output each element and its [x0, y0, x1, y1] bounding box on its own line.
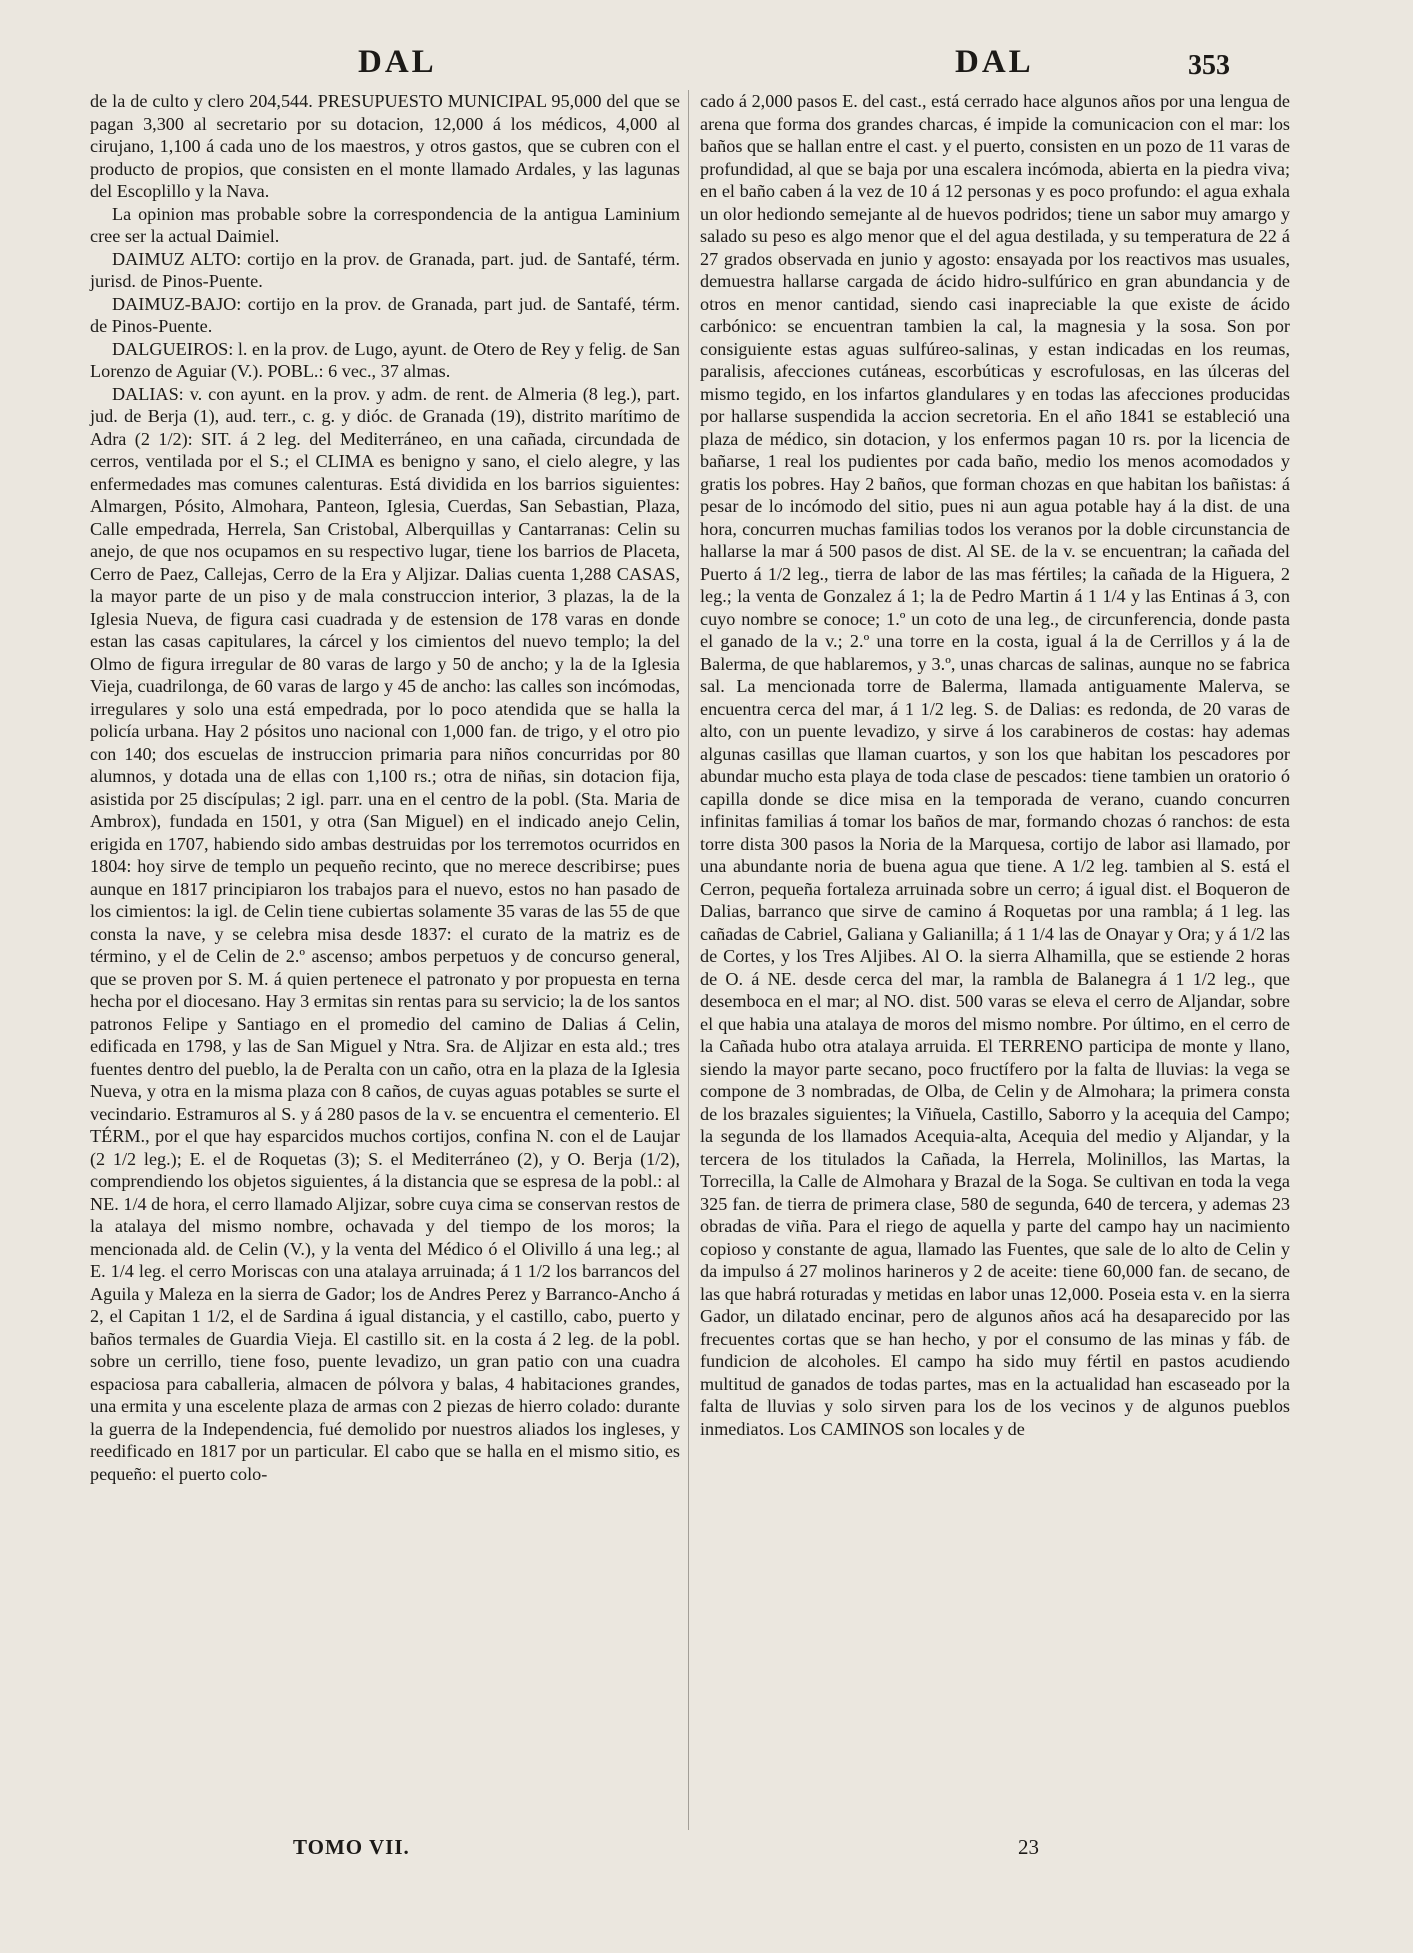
running-head-right: DAL — [955, 44, 1034, 80]
column-divider — [688, 90, 689, 1830]
signature-mark: 23 — [1018, 1835, 1039, 1859]
entry-daimuz-bajo: DAIMUZ-BAJO: cortijo en la prov. de Granada, part jud. de Santafé, térm. de Pinos-Puente. — [90, 293, 680, 336]
paragraph: cado á 2,000 pasos E. del cast., está cerrado hace algunos años por una lengua de arena que forma dos grandes charcas, é impide la comunicacion con el mar: los baños que se hallan entre el cast. y el puerto, consisten en un pozo de 11 varas de profundidad, al que se baja por una escalera incómoda, abierta en la piedra viva; en el baño caben á la vez de 10 á 12 personas y es poco profundo: el agua exhala un olor hediondo semejante al de huevos podridos; tiene un sabor muy amargo y salado su peso es algo menor que el del agua destilada, y su temperatura de 22 á 27 grados observada en junio y agosto: ensayada por los reactivos mas usuales, demuestra hallarse cargada de ácido hidro-sulfúrico en gran abundancia y de otros en menor cantidad, siendo casi inapreciable la que existe de ácido carbónico: se encuentran tambien la cal, la magnesia y la sosa. Son por consiguiente estas aguas sulfúreo-salinas, y estan indicadas en los reumas, paralisis, afecciones cutáneas, escorbúticas y escrofulosas, en las úlceras del mismo tegido, en los infartos glandulares y en todas las afecciones producidas por hallarse suspendida la accion secretoria. En el año 1841 se estableció una plaza de médico, sin dotacion, y los enfermos pagan 10 rs. por la licencia de bañarse, 1 real los pudientes por cada baño, medio los menos acomodados y gratis los pobres. Hay 2 baños, que forman chozas en que habitan los bañistas: á pesar de lo incómodo del sitio, pues ni aun agua potable hay á la dist. de una hora, concurren muchas familias todos los veranos por la doble circunstancia de hallarse la mar á 500 pasos de dist. Al SE. de la v. se encuentran; la cañada del Puerto á 1/2 leg., tierra de labor de las mas fértiles; la cañada de la Higuera, 2 leg.; la venta de Gonzalez á 1; la de Pedro Martin á 1 1/4 y las Entinas á 3, con cuyo nombre se conoce; 1.º un coto de una leg., de circunferencia, donde pasta el ganado de la v.; 2.º una torre en la costa, igual á la de Cerrillos y á la de Balerma, de que hablaremos, y 3.º, unas charcas de salinas, aunque no se fabrica sal. La mencionada torre de Balerma, llamada antiguamente Malerva, se encuentra cerca del mar, á 1 1/2 leg. S. de Dalias: es redonda, de 20 varas de alto, con un puente levadizo, y sirve á los carabineros de costas: hay ademas algunas casillas que llaman cuartos, y son los que habitan los pescadores por abundar mucho esta playa de toda clase de pescados: tiene tambien un oratorio ó capilla donde se dice misa en la temporada de verano, cuando concurren infinitas familias á tomar los baños de mar, formando chozas ó ranchos: de esta torre dista 300 pasos la Noria de la Marquesa, cortijo de labor asi llamado, por una abundante noria de buena agua que tiene. A 1/2 leg. tambien al S. está el Cerron, pequeña fortaleza arruinada sobre un cerro; á igual dist. el Boqueron de Dalias, barranco que sirve de camino á Roquetas por una rambla; á 1 leg. las cañadas de Cabriel, Galiana y Galianilla; á 1 1/4 las de Onayar y Ora; y á 1/2 las de Cortes, y los Tres Aljibes. Al O. la sierra Alhamilla, que se estiende 2 horas de O. á NE. desde cerca del mar, la rambla de Balanegra á 1 1/2 leg., que desemboca en el mar; al NO. dist. 500 varas se eleva el cerro de Aljandar, sobre el que habia una atalaya de moros del mismo nombre. Por último, en el cerro de la Cañada hubo otra atalaya arruida. El TERRENO participa de monte y llano, siendo la mayor parte secano, poco fructífero por la falta de lluvias: la vega se compone de 3 nombradas, de Olba, de Celin y de Almohara; la primera consta de los brazales siguientes; la Viñuela, Castillo, Saborro y la acequia del Campo; la segunda de los llamados Acequia-alta, Acequia del medio y Aljandar, y la tercera de los titulados la Cañada, la Herrela, Molinillos, las Martas, la Torrecilla, la Calle de Almohara y Brazal de la Soga. Se cultivan en toda la vega 325 fan. de tierra de primera clase, 580 de segunda, 640 de tercera, y ademas 23 obradas de viña. Para el riego de aquella y parte del campo hay un nacimiento copioso y constante de agua, llamado las Fuentes, que sale de lo alto de Celin y da impulso á 27 molinos harineros y 2 de aceite: tiene 60,000 fan. de secano, de las que habrá roturadas y metidas en labor unas 12,000. Poseia esta v. en la sierra Gador, un dilatado encinar, pero de algunos años acá ha desaparecido por las frecuentes cortas que se han hecho, y por el consumo de las minas y fáb. de fundicion de alcoholes. El campo ha sido muy fértil en pastos acudiendo multitud de ganados de todas partes, mas en la actualidad han escaseado por la falta de lluvias y solo sirven para los de los vecinos y de algunos pueblos inmediatos. Los CAMINOS son locales y de — [700, 91, 1290, 1439]
volume-footer: TOMO VII. — [293, 1835, 410, 1859]
left-column — [90, 90, 680, 1485]
page-number: 353 — [1188, 50, 1230, 81]
running-head-left: DAL — [358, 44, 437, 80]
entry-dalgueiros: DALGUEIROS: l. en la prov. de Lugo, ayunt. de Otero de Rey y felig. de San Lorenzo de Aguiar (V.). POBL.: 6 vec., 37 almas. — [90, 338, 680, 381]
entry-daimuz-alto: DAIMUZ ALTO: cortijo en la prov. de Granada, part. jud. de Santafé, térm. jurisd. de Pinos-Puente. — [90, 248, 680, 291]
right-column — [700, 90, 1290, 1440]
paragraph: de la de culto y clero 204,544. PRESUPUESTO MUNICIPAL 95,000 del que se pagan 3,300 al secretario por su dotacion, 12,000 á los médicos, 4,000 al cirujano, 1,100 á cada uno de los maestros, y otros gastos, que se cubren con el producto de propios, que consisten en el monte llamado Ardales, y las lagunas del Escoplillo y la Nava. — [90, 91, 680, 201]
paragraph: La opinion mas probable sobre la correspondencia de la antigua Laminium cree ser la actual Daimiel. — [90, 203, 680, 246]
entry-dalias: DALIAS: v. con ayunt. en la prov. y adm. de rent. de Almeria (8 leg.), part. jud. de Berja (1), aud. terr., c. g. y dióc. de Granada (19), distrito marítimo de Adra (2 1/2): SIT. á 2 leg. del Mediterráneo, en una cañada, circundada de cerros, ventilada por el S.; el CLIMA es benigno y sano, el cielo alegre, y las enfermedades mas comunes calenturas. Está dividida en los barrios siguientes: Almargen, Pósito, Almohara, Panteon, Iglesia, Cuerdas, San Sebastian, Plaza, Calle empedrada, Herrela, San Cristobal, Alberquillas y Cantarranas: Celin su anejo, de que nos ocupamos en su respectivo lugar, tiene los barrios de Placeta, Cerro de Paez, Callejas, Cerro de la Era y Aljizar. Dalias cuenta 1,288 CASAS, la mayor parte de un piso y de mala construccion interior, 3 plazas, la de la Iglesia Nueva, de figura casi cuadrada y de estension de 178 varas en donde estan las casas capitulares, la cárcel y los cimientos del nuevo templo; la del Olmo de figura irregular de 80 varas de largo y 50 de ancho; y la de la Iglesia Vieja, cuadrilonga, de 60 varas de largo y 45 de ancho: las calles son incómodas, irregulares y solo una está empedrada, por lo poco atendida que se halla la policía urbana. Hay 2 pósitos uno nacional con 1,000 fan. de trigo, y el otro pio con 140; dos escuelas de instruccion primaria para niños concurridas por 80 alumnos, y dotada una de ellas con 1,100 rs.; otra de niñas, sin dotacion fija, asistida por 25 discípulas; 2 igl. parr. una en el centro de la pobl. (Sta. Maria de Ambrox), fundada en 1501, y otra (San Miguel) en el indicado anejo Celin, erigida en 1707, habiendo sido ambas destruidas por los terremotos ocurridos en 1804: hoy sirve de templo un pequeño recinto, que no merece describirse; pues aunque en 1817 principiaron los trabajos para el nuevo, estos no han pasado de los cimientos: la igl. de Celin tiene cubiertas solamente 35 varas de las 55 de que consta la nave, y se celebra misa desde 1837: el curato de la matriz es de término, y el de Celin de 2.º ascenso; ambos perpetuos y de concurso general, que se proven por S. M. á quien pertenece el patronato y por propuesta en terna hecha por el diocesano. Hay 3 ermitas sin rentas para su servicio; la de los santos patronos Felipe y Santiago en el promedio del camino de Dalias á Celin, edificada en 1798, y las de San Miguel y Ntra. Sra. de Aljizar en esta ald.; tres fuentes dentro del pueblo, la de Peralta con un caño, otra en la plaza de la Iglesia Nueva, y otra en la misma plaza con 8 caños, de cuyas aguas potables se surte el vecindario. Estramuros al S. y á 280 pasos de la v. se encuentra el cementerio. El TÉRM., por el que hay esparcidos muchos cortijos, confina N. con el de Laujar (2 1/2 leg.); E. el de Roquetas (3); S. el Mediterráneo (2), y O. Berja (1/2), comprendiendo los objetos siguientes, á la distancia que se espresa de la pobl.: al NE. 1/4 de hora, el cerro llamado Aljizar, sobre cuya cima se conservan restos de la atalaya del mismo nombre, ochavada y del tiempo de los moros; la mencionada ald. de Celin (V.), y la venta del Médico ó el Olivillo á una leg.; al E. 1/4 leg. el cerro Moriscas con una atalaya arruinada; á 1 1/2 los barrancos del Aguila y Maleza en la sierra de Gador; los de Andres Perez y Barranco-Ancho á 2, el Capitan 1 1/2, el de Sardina á igual distancia, y el castillo, cabo, puerto y baños termales de Guardia Vieja. El castillo sit. en la costa á 2 leg. de la pobl. sobre un cerrillo, tiene foso, puente levadizo, un gran patio con una cuadra espaciosa para caballeria, almacen de pólvora y balas, 4 habitaciones grandes, una ermita y una escelente plaza de armas con 2 piezas de hierro colado: durante la guerra de la Independencia, fué demolido por nuestros aliados los ingleses, y reedificado en 1817 por un particular. El cabo que se halla en el mismo sitio, es pequeño: el puerto colo- — [90, 383, 680, 1484]
